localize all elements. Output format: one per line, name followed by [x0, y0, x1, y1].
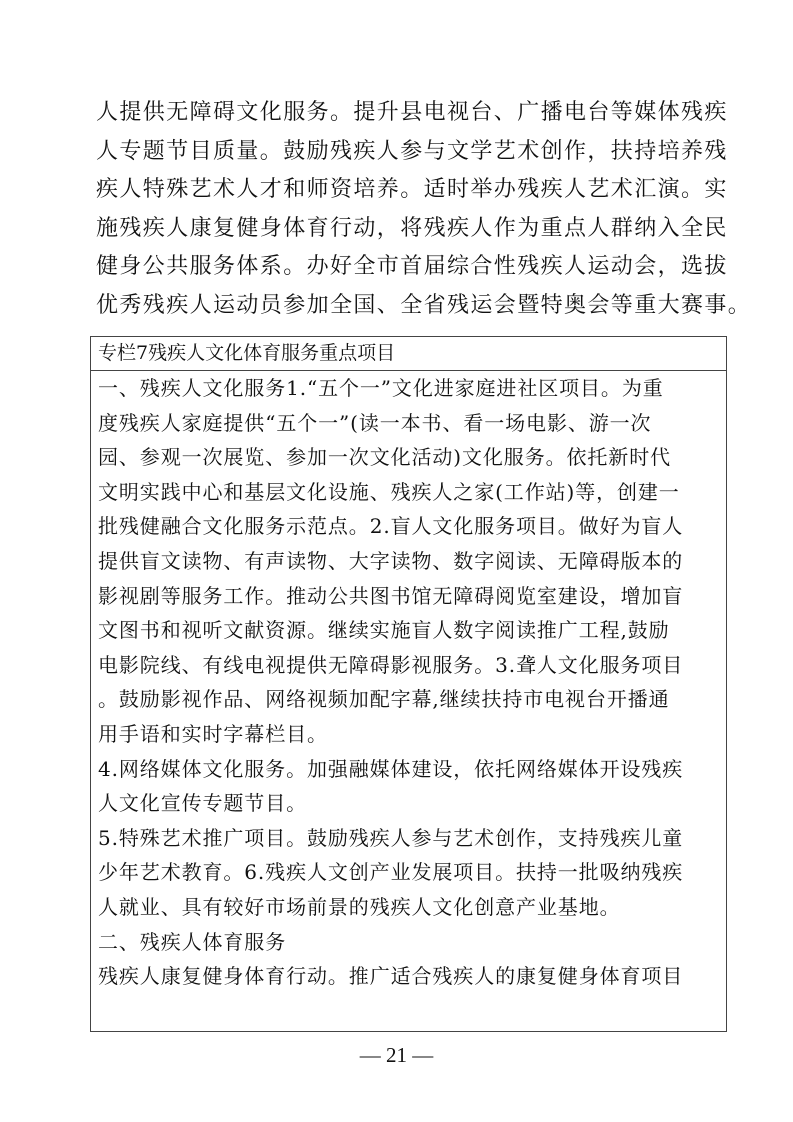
feature-box [90, 336, 727, 1032]
box-line: 残疾人康复健身体育行动。推广适合残疾人的康复健身体育项目 [98, 964, 684, 989]
box-line: 人文化宣传专题节目。 [98, 791, 307, 816]
box-line: 一、残疾人文化服务1.“五个一”文化进家庭进社区项目。为重 [98, 376, 664, 400]
intro-line: 施残疾人康复健身体育行动，将残疾人作为重点人群纳入全民 [96, 215, 728, 241]
intro-line: 人提供无障碍文化服务。提升县电视台、广播电台等媒体残疾 [96, 100, 728, 125]
intro-line: 优秀残疾人运动员参加全国、全省残运会暨特奥会等重大赛事。 [96, 292, 752, 318]
box-line: 影视剧等服务工作。推动公共图书馆无障碍阅览室建设，增加盲 [98, 583, 684, 608]
feature-box-body [91, 371, 726, 994]
feature-box-title: 专栏7残疾人文化体育服务重点项目 [91, 337, 726, 371]
box-line: 二、残疾人体育服务 [98, 929, 287, 954]
intro-line: 人专题节目质量。鼓励残疾人参与文学艺术创作，扶持培养残 [96, 138, 728, 164]
box-line: 提供盲文读物、有声读物、大字读物、数字阅读、无障碍版本的 [98, 548, 684, 573]
box-line: 4.网络媒体文化服务。加强融媒体建设，依托网络媒体开设残疾 [98, 756, 684, 781]
box-line: 人就业、具有较好市场前景的残疾人文化创意产业基地。 [98, 894, 621, 919]
intro-line: 疾人特殊艺术人才和师资培养。适时举办残疾人艺术汇演。实 [96, 177, 728, 202]
box-line: 5.特殊艺术推广项目。鼓励残疾人参与艺术创作，支持残疾儿童 [98, 825, 684, 850]
intro-paragraph [96, 94, 752, 325]
box-line: 少年艺术教育。6.残疾人文创产业发展项目。扶持一批吸纳残疾 [98, 860, 684, 885]
intro-line: 健身公共服务体系。办好全市首届综合性残疾人运动会，选拔 [96, 254, 728, 279]
box-line: 批残健融合文化服务示范点。2.盲人文化服务项目。做好为盲人 [98, 514, 684, 539]
box-line: 园、参观一次展览、参加一次文化活动)文化服务。依托新时代 [98, 445, 672, 470]
box-line: 用手语和实时字幕栏目。 [98, 721, 328, 746]
box-line: 文图书和视听文献资源。继续实施盲人数字阅读推广工程,鼓励 [98, 618, 670, 643]
page-number: — 21 — [359, 1043, 434, 1067]
box-line: 文明实践中心和基层文化设施、残疾人之家(工作站)等，创建一 [98, 479, 680, 504]
box-line: 。鼓励影视作品、网络视频加配字幕,继续扶持市电视台开播通 [98, 687, 670, 712]
box-line: 度残疾人家庭提供“五个一”(读一本书、看一场电影、游一次 [98, 410, 652, 435]
box-line: 电影院线、有线电视提供无障碍影视服务。3.聋人文化服务项目 [98, 652, 684, 677]
